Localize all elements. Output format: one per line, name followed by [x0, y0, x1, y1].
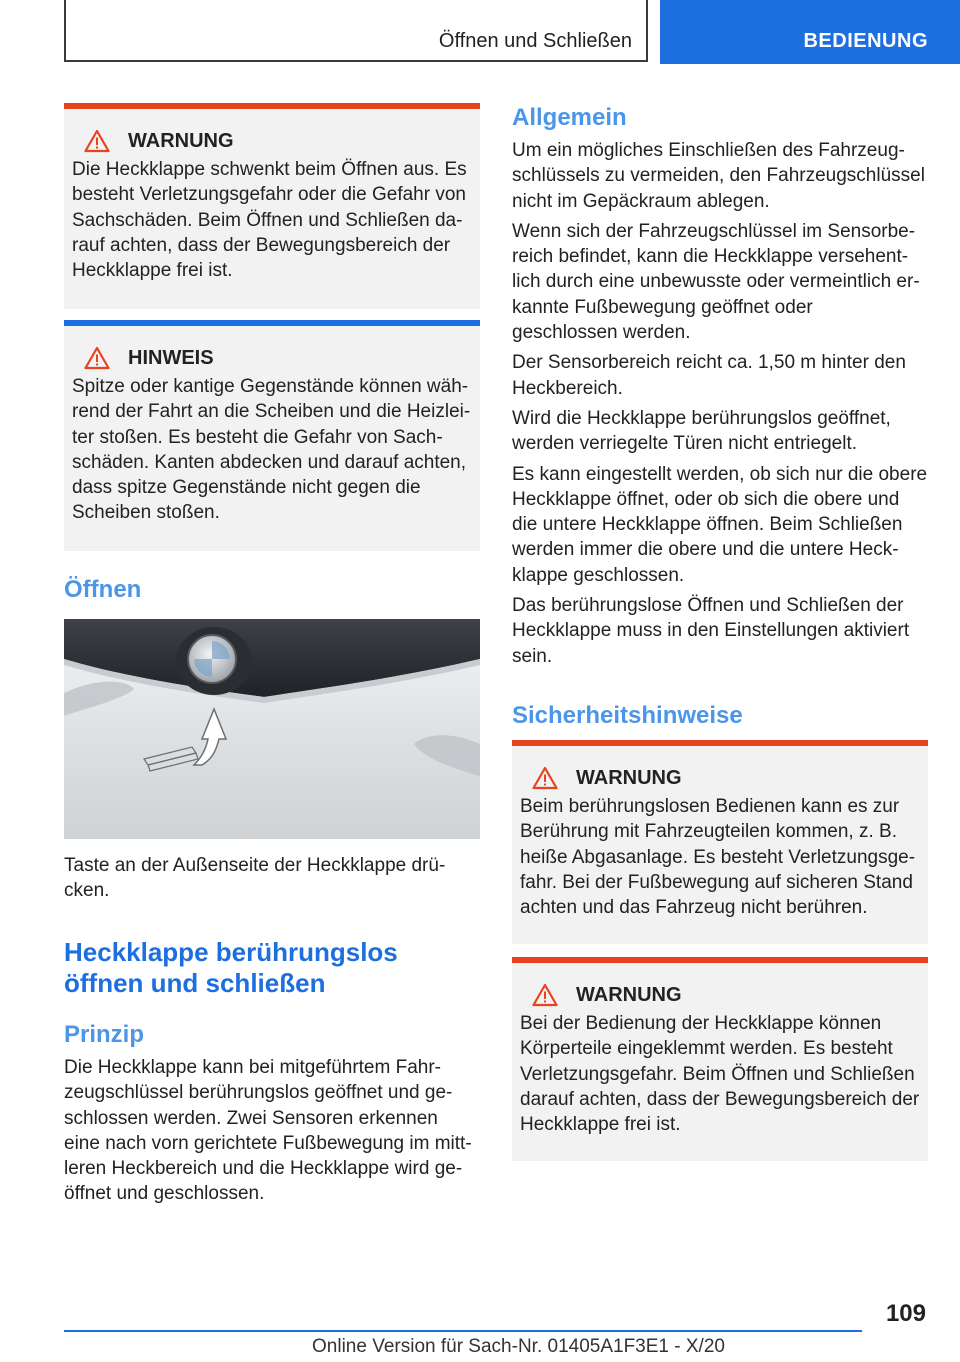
general-paragraph: Wird die Heckklappe berührungslos geöffnet, werden verriegelte Türen nicht entriegelt.	[512, 407, 891, 455]
general-text	[512, 138, 936, 669]
header-chapter-tab	[660, 0, 960, 64]
header-section-title: Öffnen und Schließen	[438, 30, 632, 52]
note-title: HINWEIS	[128, 346, 214, 369]
warning-box-1	[64, 103, 480, 309]
warning-text: Bei der Bedienung der Heckklappe können Körperteile eingeklemmt werden. Es besteht Verletzungsgefahr. Beim Öffnen und Schließen darauf achten, dass der Bewegungsbereich der Heckklappe frei ist.	[520, 1013, 920, 1136]
warning-title: WARNUNG	[576, 766, 682, 789]
heading-principle: Prinzip	[64, 1021, 145, 1048]
warning-triangle-icon	[532, 766, 558, 790]
warning-title: WARNUNG	[576, 983, 682, 1006]
general-paragraph: Es kann eingestellt werden, ob sich nur die obere Heckklappe öffnet, oder ob sich die obere und die untere Heckklappe öffnen. Beim Schließen werden immer die obere und die untere Heck- klappe geschlossen.	[512, 463, 928, 586]
tailgate-photo-illustration	[64, 619, 480, 839]
warning-box-3	[512, 957, 928, 1161]
warning-title: WARNUNG	[128, 129, 234, 152]
heading-open: Öffnen	[64, 576, 142, 603]
tailgate-button-photo	[64, 619, 480, 839]
heading-touchless-tailgate: Heckklappe berührungslos öffnen und schließen	[64, 937, 398, 998]
principle-text: Die Heckklappe kann bei mitgeführtem Fahr- zeugschlüssel berührungslos geöffnet und ge- schlossen werden. Zwei Sensoren erkennen eine nach vorn gerichtete Fußbewegung im mitt- leren Heckbereich und die Heckklappe wird ge- öffnet und geschlossen.	[64, 1057, 472, 1205]
warning-text: Die Heckklappe schwenkt beim Öffnen aus. Es besteht Verletzungsgefahr oder die Gefahr von Sachschäden. Beim Öffnen und Schließen da- rauf achten, dass der Bewegungsbereich der Heckklappe frei ist.	[72, 159, 467, 282]
header-chapter-title: BEDIENUNG	[803, 30, 928, 52]
photo-caption: Taste an der Außenseite der Heckklappe drü- cken.	[64, 855, 446, 902]
warning-triangle-icon	[84, 129, 110, 153]
note-text: Spitze oder kantige Gegenstände können wäh- rend der Fahrt an die Scheiben und die Heizlei- ter stoßen. Es besteht die Gefahr von Sach- schäden. Kanten abdecken und darauf achten, dass spitze Gegenstände nicht gegen die Scheiben stoßen.	[72, 376, 471, 524]
warning-text: Beim berührungslosen Bedienen kann es zur Berührung mit Fahrzeugteilen kommen, z. B. heiße Abgasanlage. Es besteht Verletzungsge- fahr. Bei der Fußbewegung auf sicheren Stand achten und das Fahrzeug nicht berühren.	[520, 796, 916, 919]
note-box	[64, 320, 480, 551]
warning-box-2	[512, 740, 928, 944]
general-paragraph: Um ein mögliches Einschließen des Fahrzeug- schlüssels zu vermeiden, den Fahrzeugschlüssel nicht im Gepäckraum ablegen.	[512, 140, 925, 212]
general-paragraph: Wenn sich der Fahrzeugschlüssel im Sensorbe- reich befindet, kann die Heckklappe versehent- lich durch eine unbewusste oder vermeintlich er- kannte Fußbewegung geöffnet oder geschlossen werden.	[512, 220, 920, 344]
footer-divider	[64, 1330, 862, 1332]
general-paragraph: Das berührungslose Öffnen und Schließen der Heckklappe muss in den Einstellungen aktiviert sein.	[512, 595, 910, 667]
warning-triangle-icon	[84, 346, 110, 370]
footer-online-version: Online Version für Sach-Nr. 01405A1F3E1 - X/20	[312, 1336, 725, 1357]
heading-safety: Sicherheitshinweise	[512, 702, 743, 729]
header-section-tab	[64, 0, 648, 62]
general-paragraph: Der Sensorbereich reicht ca. 1,50 m hinter den Heckbereich.	[512, 352, 906, 399]
warning-triangle-icon	[532, 983, 558, 1007]
heading-general: Allgemein	[512, 104, 627, 131]
page-number: 109	[885, 1300, 926, 1327]
